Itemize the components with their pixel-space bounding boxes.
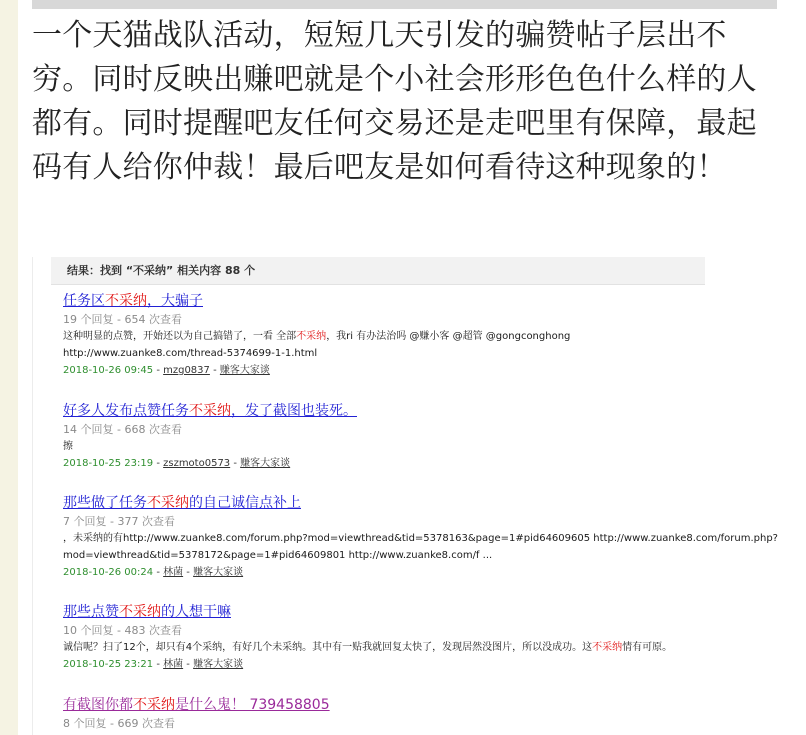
result-title-text[interactable]: 好多人发布点赞任务	[63, 403, 189, 419]
result-title-text[interactable]: 有截图你都	[63, 697, 133, 713]
result-footer	[63, 564, 783, 582]
search-results-header: 结果：找到 “不采纳” 相关内容 88 个	[51, 257, 705, 285]
result-title-text[interactable]: 任务区	[63, 293, 105, 309]
separator: -	[213, 365, 217, 376]
result-snippet-line2: http://www.zuanke8.com/thread-5374699-1-1.html	[63, 348, 318, 359]
result-title-text[interactable]: 是什么鬼！ 739458805	[175, 697, 330, 713]
result-stats: 19 个回复 - 654 次查看	[63, 313, 182, 326]
result-date: 2018-10-26 00:24	[63, 567, 154, 578]
result-snippet	[63, 328, 783, 345]
result-footer	[63, 455, 783, 473]
result-title-text[interactable]: 那些做了任务	[63, 495, 147, 511]
result-board-link[interactable]: 赚客大家谈	[193, 659, 244, 670]
result-author-link[interactable]: zszmoto0573	[163, 458, 231, 469]
separator: -	[156, 458, 160, 469]
result-title-link[interactable]	[63, 602, 783, 622]
post-headline: 一个天猫战队活动，短短几天引发的骗赞帖子层出不穷。同时反映出赚吧就是个小社会形形色色什么样的人都有。同时提醒吧友任何交易还是走吧里有保障，最起码有人给你仲裁！最后吧友是如何看待这种现象的！	[32, 18, 757, 185]
result-date: 2018-10-25 23:19	[63, 458, 154, 469]
result-author-link[interactable]: 林菌	[163, 659, 184, 670]
result-snippet: ，未采纳的有http://www.zuanke8.com/forum.php?mod=viewthread&tid=5378163&page=1#pid64609605 http://www.zuanke8.com/forum.php?	[63, 533, 778, 544]
result-stats: 7 个回复 - 377 次查看	[63, 515, 175, 528]
result-title-text[interactable]: 的自己诚信点补上	[189, 495, 301, 511]
separator: -	[156, 659, 160, 670]
result-snippet	[63, 639, 783, 656]
result-title-link[interactable]	[63, 291, 783, 311]
result-footer	[63, 656, 783, 674]
result-title-keyword[interactable]: 不采纳	[189, 403, 231, 419]
result-board-link[interactable]: 赚客大家谈	[219, 365, 270, 376]
separator: -	[156, 567, 160, 578]
result-title-text[interactable]: 那些点赞	[63, 604, 119, 620]
separator: -	[186, 659, 190, 670]
result-title-text[interactable]: ，发了截图也装死。	[231, 403, 357, 419]
result-board-link[interactable]: 赚客大家谈	[240, 458, 291, 469]
result-title-link[interactable]	[63, 695, 783, 715]
top-bar	[32, 0, 777, 9]
left-margin-strip	[0, 0, 18, 735]
result-title-keyword[interactable]: 不采纳	[119, 604, 161, 620]
result-author-link[interactable]: mzg0837	[163, 365, 210, 376]
result-title-text[interactable]: 的人想干嘛	[161, 604, 231, 620]
snippet-keyword: 不采纳	[592, 642, 623, 653]
result-stats: 10 个回复 - 483 次查看	[63, 624, 182, 637]
separator: -	[156, 365, 160, 376]
separator: -	[186, 567, 190, 578]
search-results-panel	[32, 257, 778, 735]
search-result-item	[63, 695, 783, 732]
result-snippet-line2: mod=viewthread&tid=5378172&page=1#pid64609801 http://www.zuanke8.com/f ...	[63, 550, 493, 561]
search-result-item	[63, 602, 783, 674]
result-title-link[interactable]	[63, 493, 783, 513]
result-author-link[interactable]: 林菌	[163, 567, 184, 578]
result-date: 2018-10-26 09:45	[63, 365, 154, 376]
result-title-keyword[interactable]: 不采纳	[133, 697, 175, 713]
result-stats: 14 个回复 - 668 次查看	[63, 423, 182, 436]
separator: -	[233, 458, 237, 469]
result-title-keyword[interactable]: 不采纳	[105, 293, 147, 309]
result-footer	[63, 362, 783, 380]
search-result-item	[63, 291, 783, 380]
result-snippet: 擦	[63, 441, 73, 452]
result-title-link[interactable]	[63, 401, 783, 421]
snippet-text: 这种明显的点赞，开始还以为自己搞错了，一看 全部	[63, 331, 297, 342]
snippet-text: 诚信呢？扫了12个，却只有4个采纳，有好几个未采纳。其中有一贴我就回复太快了，发现居然没图片，所以没成功。这	[63, 642, 593, 653]
result-stats: 8 个回复 - 669 次查看	[63, 717, 175, 730]
result-board-link[interactable]: 赚客大家谈	[193, 567, 244, 578]
snippet-text: ，我ri 有办法治吗 @赚小客 @超管 @gongconghong	[326, 331, 571, 342]
search-result-item	[63, 401, 783, 473]
search-result-item	[63, 493, 783, 582]
result-title-keyword[interactable]: 不采纳	[147, 495, 189, 511]
snippet-keyword: 不采纳	[296, 331, 327, 342]
result-title-text[interactable]: ，大骗子	[147, 293, 203, 309]
result-date: 2018-10-25 23:21	[63, 659, 154, 670]
snippet-text: 情有可原。	[622, 642, 673, 653]
